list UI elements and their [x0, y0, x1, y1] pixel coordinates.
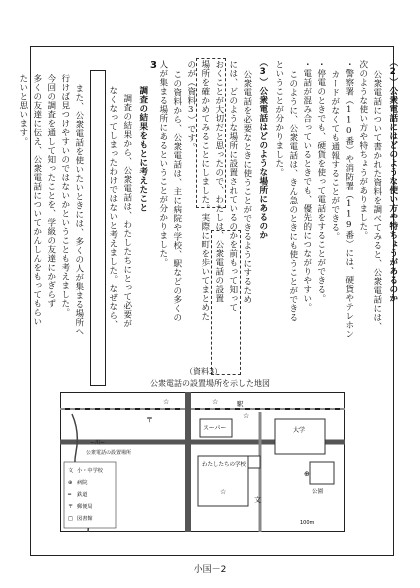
legend-item: 図書館 — [77, 516, 93, 522]
section2-line: おくことが大切だと思ったので、わたしは、公衆電話の設置 — [213, 60, 224, 303]
section1-line: ということが分かりました。 — [273, 60, 284, 177]
section3-line: なくなってしまったわけではないと考えました。なぜなら、 — [107, 86, 118, 329]
section1-line: カードがなくても通報することができる。 — [329, 70, 340, 241]
legend-item: 郵便局 — [77, 504, 93, 510]
hospital-symbol: ⊕ — [304, 470, 310, 478]
section3-line: 今回の調査を通して知ったことを、学級の友達にかぎらず — [45, 74, 56, 308]
scale-label: 100m — [300, 520, 315, 526]
section2-line: 場所を確かめてみることにしました。実際に町を歩いてまとめた — [199, 60, 210, 321]
station-label: 駅 — [237, 400, 244, 408]
section2-line: 公衆電話を必要なときに使うことができるようにするため — [241, 70, 252, 304]
phone-marker: ☆ — [212, 398, 219, 406]
section1-line: このように、公衆電話は、きん急のときにも使うことができる — [287, 70, 298, 322]
phone-marker: ☆ — [163, 398, 170, 406]
dashed-highlight — [211, 230, 241, 375]
post-office-symbol: 〒 — [146, 416, 153, 424]
school-symbol: 文 — [254, 496, 261, 504]
figure-label: （資料3） — [185, 367, 223, 376]
park-marker — [248, 456, 260, 468]
section3-line: 調査の結果から、公衆電話は、わたしたちにとって必要が — [121, 94, 132, 328]
section1-heading: （2）公衆電話にはどのような使い方や特ちょうがあるのか — [387, 58, 398, 303]
legend-item: 〒 — [68, 504, 74, 510]
section1-line: 公衆電話について書かれた資料を調べてみると、公衆電話には、 — [371, 70, 382, 331]
section2-line: 人が集まる場所にあるということが分かりました。 — [157, 60, 168, 267]
section2-line: この資料から、公衆電話は、主に病院や学校、駅などの多くの — [171, 70, 182, 322]
park-label: 公園 — [312, 489, 324, 495]
answer-box[interactable] — [90, 70, 106, 386]
legend-item: ⊕ — [68, 480, 73, 486]
supermarket-label: スーパー — [203, 425, 227, 432]
page-number: 小国－2 — [193, 565, 227, 575]
river-label: ー川ー — [90, 440, 106, 446]
section3-number: 3 — [148, 60, 159, 71]
phone-location-map — [60, 392, 345, 532]
legend-item: 小・中学校 — [77, 468, 103, 474]
legend-item: 文 — [68, 468, 74, 474]
figure-title: 公衆電話の設置場所を示した地図 — [150, 379, 270, 388]
section1-line: 次のような使い方や特ちょうがありました。 — [357, 60, 368, 240]
section1-line: ・停電のときでも、硬貨を使って電話をすることができる。 — [315, 60, 326, 303]
section1-line: ・警察署（110番）や消防署（119番）には、硬貨やテレホン — [343, 60, 354, 339]
section2-line: のが（資料3）です。 — [185, 60, 196, 152]
phone-marker: ☆ — [243, 412, 250, 420]
section3-line: 多くの友達に伝え、公衆電話についてかんしんをもってもらい — [31, 74, 42, 326]
section2-line: には、どのような場所に設置されているのかを前もって知って — [227, 60, 238, 312]
legend-item: □ — [68, 516, 73, 522]
phone-marker: ☆ — [220, 488, 227, 496]
legend-item: ━ — [68, 492, 72, 498]
section2-heading: （3）公衆電話はどのような場所にあるのか — [257, 58, 268, 240]
university-building — [275, 419, 325, 454]
hospital-building — [310, 462, 334, 484]
legend-item: 鉄道 — [77, 492, 88, 498]
section3-line: また、公衆電話を使いたいときには、多くの人が集まる場所へ — [73, 84, 84, 336]
section3-line: 行けば見つけやすいのではないかということも考えました。 — [59, 74, 70, 317]
school-label: わたしたちの学校 — [202, 462, 247, 468]
section3-heading: 調査の結果をもとに考えたこと — [137, 86, 148, 212]
section1-line: ・電話が混み合っているときでも、優先的につながりやすい。 — [301, 60, 312, 312]
university-label: 大学 — [293, 427, 306, 434]
legend-note: 公衆電話の設置場所 — [86, 450, 132, 456]
section3-line: たいと思います。 — [17, 74, 28, 146]
dashed-highlight — [196, 58, 226, 208]
legend-item: 病院 — [77, 480, 88, 486]
